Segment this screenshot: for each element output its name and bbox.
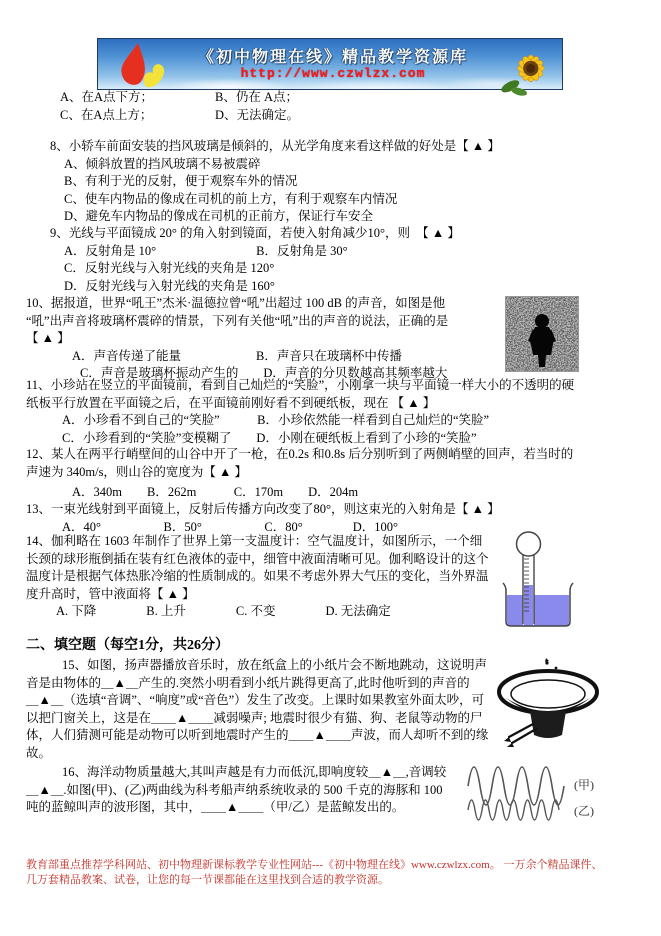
question-11 [26,377,574,447]
question-7-options [60,89,299,124]
q10-options-ab: A．声音传递了能量 B．声音只在玻璃杯中传播 [72,348,402,363]
shouting-man-photo [505,296,579,372]
banner-title: 《初中物理在线》精品教学资源库 [197,49,468,66]
q14-stem-line-3: 温度计是根据气体热胀冷缩的性质制成的。如果不考虑外界大气压的变化，当外界温 [26,569,489,584]
q15-line-5: 体，人们猜测可能是动物可以听到地震时产生的＿＿▲＿＿声波，而人却听不到的缘 [26,728,489,743]
q9-option-d: D．反射光线与入射光线的夹角是 160° [64,278,275,293]
site-banner [97,38,563,90]
q7-option-d: D、无法确定。 [215,107,300,122]
q10-stem-line-1: 10、据报道，世界“吼王”杰米·温德拉曾“吼”出超过 100 dB 的声音，如图是他 [26,296,446,310]
q8-option-b: B、有利于光的反射，便于观察车外的情况 [64,174,298,189]
banner-url: http://www.czwlzx.com [240,66,426,81]
q7-options-row-2 [60,107,299,125]
question-16 [26,764,446,817]
q12-options: A．340m B．262m C．170m D．204m [72,485,359,500]
q16-line-3: 吨的蓝鲸叫声的波形图，其中，＿＿▲＿＿（甲/乙）是蓝鲸发出的。 [26,800,405,815]
fill-in-blanks-heading: 二、填空题（每空1分，共26分） [26,638,229,653]
q11-stem-line-1: 11、小珍站在竖立的平面镜前，看到自己灿烂的“笑脸”，小刚拿一块与平面镜一样大小的不透明的硬 [26,378,575,392]
q14-options: A. 下降 B. 上升 C. 不变 D. 无法确定 [56,604,391,619]
q9-stem: 9、光线与平面镜成 20° 的角入射到镜面，若使入射角减少10°，则 【 ▲ 】 [50,226,460,240]
section-2-heading [26,634,229,654]
q12-stem-line-2: 声速为 340m/s，则山谷的宽度为【 ▲ 】 [26,464,248,479]
q7-option-a: A、在A点下方； [60,90,154,104]
question-8 [50,138,500,226]
q13-options: A．40° B．50° C．80° D．100° [62,519,398,534]
q11-options-ab: A．小珍看不到自己的“笑脸” B．小珍依然能一样看到自己灿烂的“笑脸” [62,413,490,428]
q8-option-c: C、使车内物品的像成在司机的前上方，有利于观察车内情况 [64,191,398,206]
waveform-label-yi: (乙) [574,804,594,818]
q7-option-b: B、仍在 A点； [215,90,298,104]
q9-options-ab: A．反射角是 10° B．反射角是 30° [64,243,348,258]
q15-line-1: 15、如图，扬声器播放音乐时，放在纸盒上的小纸片会不断地跳动，这说明声 [62,658,488,672]
q8-option-a: A、倾斜放置的挡风玻璃不易被震碎 [64,156,261,171]
sunflower-icon [500,47,558,102]
q15-line-3: ＿▲＿（选填“音调”、“响度”或“音色”）发生了改变。上课时如果教室外面太吵，可 [26,693,485,708]
q15-line-6: 故。 [26,745,52,760]
galileo-thermometer-figure [497,531,583,636]
q12-stem-line-1: 12、某人在两平行峭壁间的山谷中开了一枪，在0.2s 和0.8s 后分别听到了两侧峭壁的回声，若当时的 [26,447,574,461]
q13-stem: 13、一束光线射到平面镜上，反射后传播方向改变了80°，则这束光的入射角是【 ▲ 】 [26,502,500,516]
question-13 [26,501,500,536]
q8-option-d: D、避免车内物品的像成在司机的正前方，保证行车安全 [64,209,374,224]
question-9 [50,225,460,295]
q7-options-row-1 [60,89,299,107]
q15-line-2: 音是由物体的＿▲＿产生的.突然小明看到小纸片跳得更高了,此时他听到的声音的 [26,675,470,690]
q11-stem-line-2: 纸板平行放置在平面镜之后，在平面镜前刚好看不到硬纸板，现在 【 ▲ 】 [26,395,436,410]
q14-stem-line-4: 度升高时，管中液面将【 ▲ 】 [26,586,195,601]
question-15 [26,657,488,763]
q10-answer-brackets: 【 ▲ 】 [26,331,70,346]
q11-options-cd: C．小珍看到的“笑脸”变模糊了 D．小刚在硬纸板上看到了小珍的“笑脸” [62,430,477,445]
q7-option-c: C、在A点上方； [60,107,153,122]
q16-line-1: 16、海洋动物质量越大,其叫声越是有力而低沉,即响度较＿▲＿,音调较 [62,765,447,779]
footer-line-2: 几万套精品教案、试卷，让您的每一节课都能在这里找到合适的教学资源。 [26,874,389,886]
site-logo-icon [114,41,170,96]
q10-options-cd: C．声音是玻璃杯振动产生的 D．声音的分贝数越高其频率越大 [80,366,448,381]
q10-stem-line-2: “吼”出声音将玻璃杯震碎的情景，下列有关他“吼”出的声音的说法，正确的是 [26,313,449,328]
q14-stem-line-1: 14、伽利略在 1603 年制作了世界上第一支温度计：空气温度计，如图所示，一个细 [26,534,483,548]
q16-line-2: ＿▲＿.如图(甲)、(乙)两曲线为科考船声纳系统收录的 500 千克的海豚和 100 [26,782,443,797]
q15-line-4: 以把门窗关上，这是在＿＿▲＿＿减弱噪声; 地震时很少有猫、狗、老鼠等动物的尸 [26,710,483,725]
question-12 [26,446,573,502]
question-14 [26,533,489,621]
q14-stem-line-2: 长颈的球形瓶倒插在装有红色液体的壶中，细管中液面清晰可见。伽利略设计的这个 [26,551,489,566]
waveform-label-jia: (甲) [574,778,594,792]
q9-option-c: C．反射光线与入射光线的夹角是 120° [64,261,275,276]
loudspeaker-figure [492,658,604,753]
q8-stem: 8、小轿车前面安装的挡风玻璃是倾斜的，从光学角度来看这样做的好处是【 ▲ 】 [50,139,500,153]
question-10 [26,295,448,383]
site-footer [26,858,642,888]
footer-line-1: 教育部重点推荐学科网站、初中物理新课标教学专业性网站---《初中物理在线》www.czwlzx.com。 一万余个精品课件、 [26,859,603,871]
waveform-figure [462,746,660,826]
